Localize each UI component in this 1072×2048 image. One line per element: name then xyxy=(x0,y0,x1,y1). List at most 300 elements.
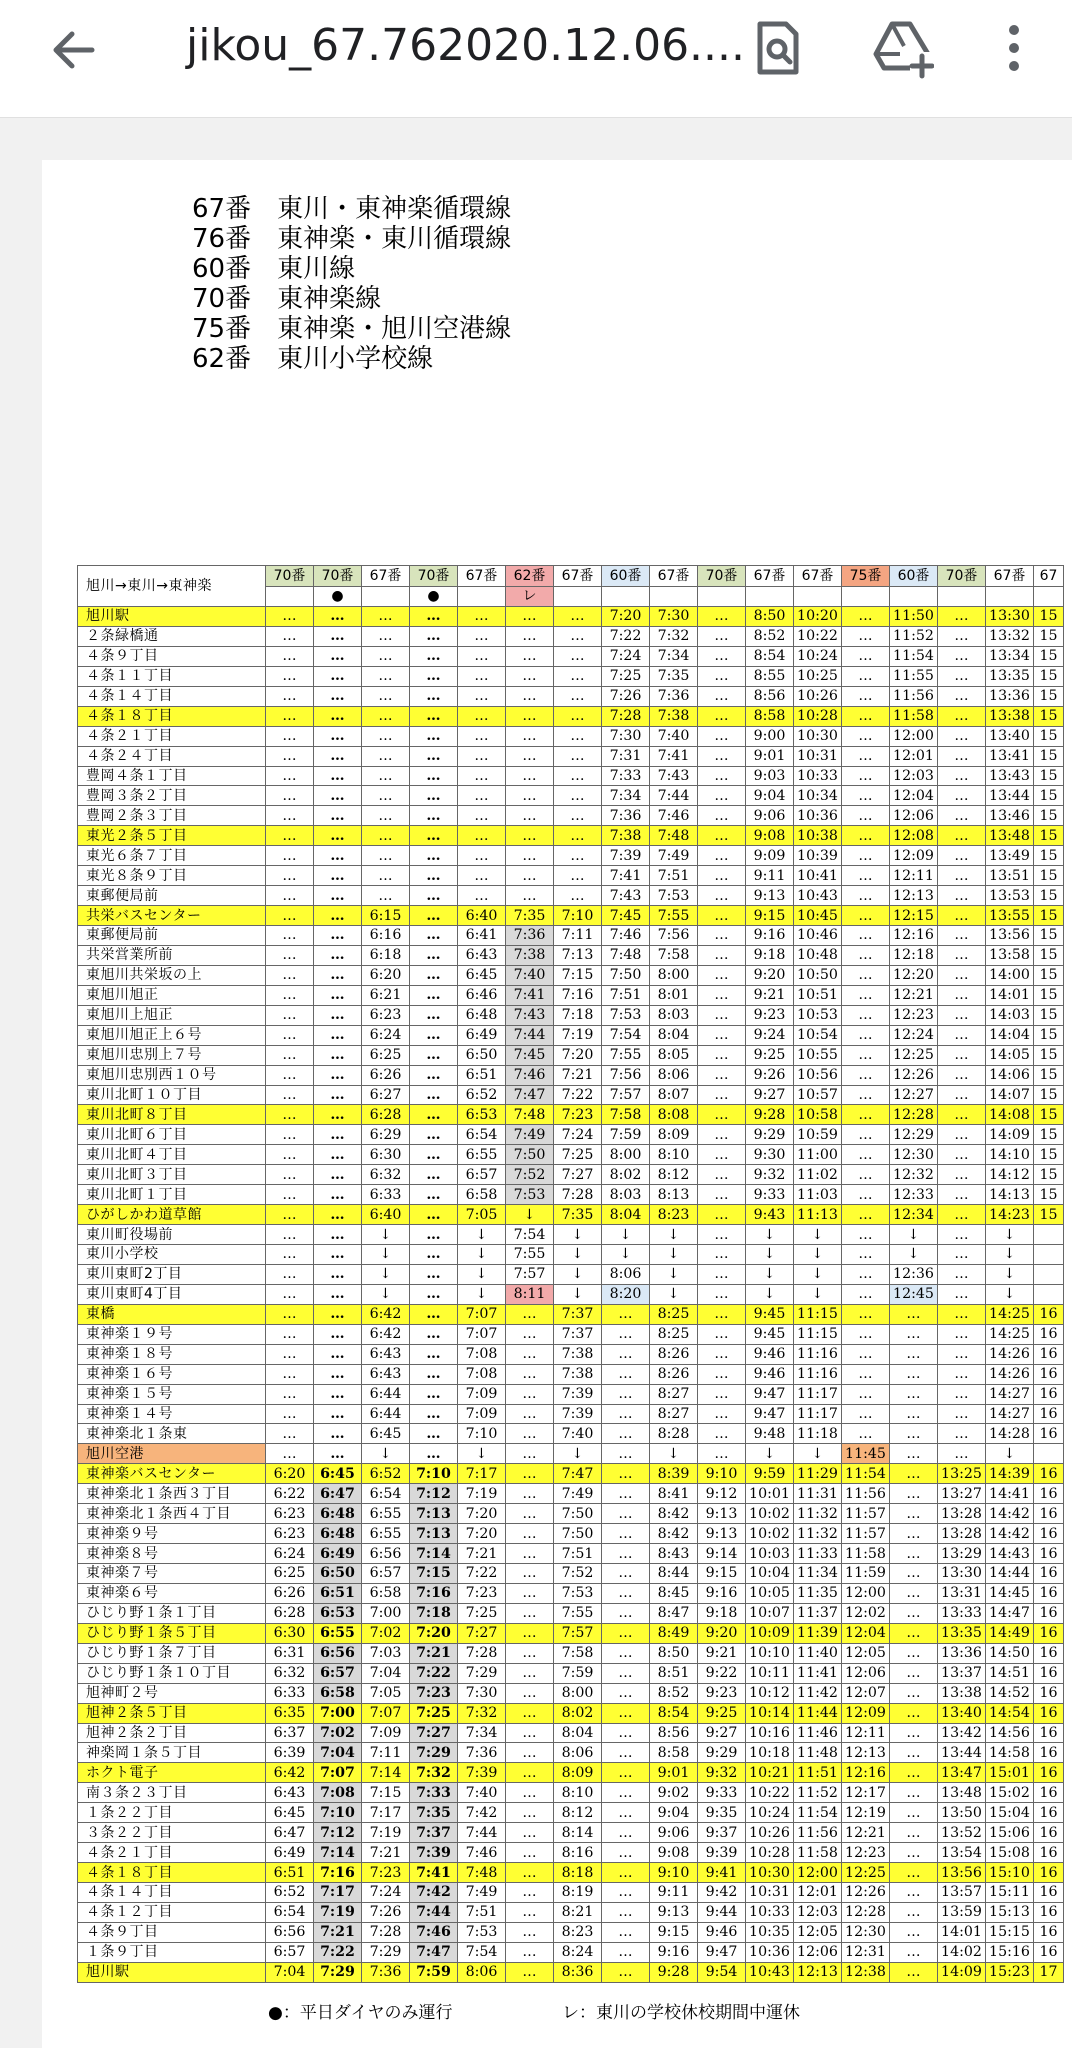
time-cell: 16 xyxy=(1034,1683,1064,1703)
time-cell: … xyxy=(506,746,554,766)
time-cell: 10:41 xyxy=(794,866,842,886)
time-cell: … xyxy=(554,626,602,646)
time-cell: 8:39 xyxy=(650,1464,698,1484)
time-cell: 6:57 xyxy=(314,1663,362,1683)
time-cell: 15:23 xyxy=(986,1962,1034,1982)
timetable-row xyxy=(78,1005,1064,1025)
stop-name: １条２２丁目 xyxy=(78,1803,266,1823)
time-cell: 15 xyxy=(1034,1165,1064,1185)
time-cell: 6:48 xyxy=(314,1524,362,1544)
time-cell: … xyxy=(506,766,554,786)
time-cell: … xyxy=(266,766,314,786)
time-cell: … xyxy=(506,1922,554,1942)
time-cell: 7:20 xyxy=(410,1623,458,1643)
time-cell: … xyxy=(938,1284,986,1304)
time-cell: 9:08 xyxy=(746,826,794,846)
time-cell: 7:30 xyxy=(650,607,698,627)
time-cell: 6:42 xyxy=(362,1324,410,1344)
time-cell: 9:13 xyxy=(746,886,794,906)
time-cell: 15 xyxy=(1034,1025,1064,1045)
timetable-row xyxy=(78,1703,1064,1723)
time-cell: 7:54 xyxy=(602,1025,650,1045)
time-cell: 7:04 xyxy=(266,1962,314,1982)
time-cell: … xyxy=(266,666,314,686)
time-cell: 15 xyxy=(1034,646,1064,666)
time-cell: 6:50 xyxy=(314,1564,362,1584)
time-cell: … xyxy=(602,1464,650,1484)
time-cell: 8:11 xyxy=(506,1284,554,1304)
time-cell: 6:44 xyxy=(362,1384,410,1404)
stop-name: ４条１２丁目 xyxy=(78,1902,266,1922)
time-cell: 15 xyxy=(1034,726,1064,746)
time-cell: 11:39 xyxy=(794,1623,842,1643)
time-cell: … xyxy=(266,626,314,646)
time-cell: … xyxy=(890,1504,938,1524)
time-cell: 6:43 xyxy=(458,945,506,965)
time-cell: 6:25 xyxy=(266,1564,314,1584)
time-cell: 7:10 xyxy=(314,1803,362,1823)
time-cell: … xyxy=(938,786,986,806)
time-cell: … xyxy=(842,1364,890,1384)
time-cell: 7:39 xyxy=(458,1763,506,1783)
timetable-row xyxy=(78,1065,1064,1085)
more-vert-icon[interactable] xyxy=(984,16,1044,80)
time-cell: 14:43 xyxy=(986,1544,1034,1564)
time-cell: 13:41 xyxy=(986,746,1034,766)
time-cell: … xyxy=(266,906,314,926)
time-cell: 7:55 xyxy=(602,1045,650,1065)
time-cell: 7:22 xyxy=(554,1085,602,1105)
stop-name: ４条１８丁目 xyxy=(78,706,266,726)
time-cell: … xyxy=(506,826,554,846)
route-column-header: 70番 xyxy=(938,566,986,587)
stop-name: 東川北町８丁目 xyxy=(78,1105,266,1125)
time-cell: 6:30 xyxy=(266,1623,314,1643)
drive-add-icon[interactable] xyxy=(870,16,934,80)
time-cell: 10:59 xyxy=(794,1125,842,1145)
time-cell: … xyxy=(266,1025,314,1045)
time-cell: 7:31 xyxy=(602,746,650,766)
time-cell: 12:21 xyxy=(890,985,938,1005)
time-cell: 12:45 xyxy=(890,1284,938,1304)
time-cell: … xyxy=(506,1484,554,1504)
time-cell: … xyxy=(842,826,890,846)
time-cell: 6:52 xyxy=(458,1085,506,1105)
stop-name: １条９丁目 xyxy=(78,1942,266,1962)
time-cell: 16 xyxy=(1034,1424,1064,1444)
time-cell: … xyxy=(506,1763,554,1783)
time-cell: 14:04 xyxy=(986,1025,1034,1045)
time-cell: 11:16 xyxy=(794,1364,842,1384)
timetable-row xyxy=(78,1683,1064,1703)
time-cell: 16 xyxy=(1034,1843,1064,1863)
time-cell: 15:15 xyxy=(986,1922,1034,1942)
stop-name: 東光６条７丁目 xyxy=(78,846,266,866)
time-cell: … xyxy=(506,1504,554,1524)
time-cell: 15 xyxy=(1034,1105,1064,1125)
timetable-row xyxy=(78,626,1064,646)
stop-name: 豊岡３条２丁目 xyxy=(78,786,266,806)
stop-name: ４条２１丁目 xyxy=(78,1843,266,1863)
route-column-header: 67番 xyxy=(554,566,602,587)
time-cell: … xyxy=(362,686,410,706)
route-column-header: 70番 xyxy=(410,566,458,587)
time-cell: 14:50 xyxy=(986,1643,1034,1663)
time-cell: 14:25 xyxy=(986,1304,1034,1324)
time-cell: 13:30 xyxy=(938,1564,986,1584)
time-cell: 7:24 xyxy=(602,646,650,666)
time-cell: 8:21 xyxy=(554,1902,602,1922)
time-cell: 7:18 xyxy=(554,1005,602,1025)
time-cell: … xyxy=(842,1404,890,1424)
time-cell: 13:25 xyxy=(938,1464,986,1484)
time-cell: 6:30 xyxy=(362,1145,410,1165)
time-cell: 15 xyxy=(1034,806,1064,826)
back-arrow-icon[interactable] xyxy=(44,20,104,80)
time-cell: 8:54 xyxy=(650,1703,698,1723)
time-cell: 7:53 xyxy=(650,886,698,906)
time-cell: … xyxy=(410,1404,458,1424)
time-cell: ↓ xyxy=(794,1225,842,1245)
time-cell: 6:39 xyxy=(266,1743,314,1763)
time-cell: ↓ xyxy=(554,1225,602,1245)
time-cell: 11:51 xyxy=(794,1763,842,1783)
time-cell: 9:33 xyxy=(698,1783,746,1803)
time-cell: 7:47 xyxy=(410,1942,458,1962)
time-cell: … xyxy=(842,1025,890,1045)
time-cell: … xyxy=(410,786,458,806)
time-cell: 6:53 xyxy=(458,1105,506,1125)
time-cell: 15 xyxy=(1034,985,1064,1005)
time-cell: 12:05 xyxy=(794,1922,842,1942)
time-cell: 14:05 xyxy=(986,1045,1034,1065)
column-mark xyxy=(842,586,890,607)
time-cell: … xyxy=(842,1165,890,1185)
time-cell: 10:25 xyxy=(794,666,842,686)
time-cell: … xyxy=(602,1922,650,1942)
time-cell: … xyxy=(410,1264,458,1284)
time-cell: 15 xyxy=(1034,1065,1064,1085)
time-cell: 6:45 xyxy=(266,1803,314,1823)
time-cell: 8:45 xyxy=(650,1583,698,1603)
time-cell: 14:49 xyxy=(986,1623,1034,1643)
time-cell: 8:50 xyxy=(650,1643,698,1663)
time-cell: … xyxy=(698,746,746,766)
time-cell: 7:41 xyxy=(410,1863,458,1883)
time-cell: 8:25 xyxy=(650,1304,698,1324)
time-cell: … xyxy=(314,746,362,766)
time-cell: 8:12 xyxy=(650,1165,698,1185)
stop-name: 東神楽１９号 xyxy=(78,1324,266,1344)
time-cell: … xyxy=(314,766,362,786)
time-cell: 9:28 xyxy=(650,1962,698,1982)
time-cell: … xyxy=(938,1165,986,1185)
time-cell: 7:50 xyxy=(554,1504,602,1524)
time-cell: 6:16 xyxy=(362,926,410,946)
time-cell: 10:43 xyxy=(794,886,842,906)
stop-name: 東旭川忠別上７号 xyxy=(78,1045,266,1065)
time-cell: 7:35 xyxy=(410,1803,458,1823)
time-cell: … xyxy=(266,826,314,846)
stop-name: 東神楽９号 xyxy=(78,1524,266,1544)
time-cell: 6:57 xyxy=(458,1165,506,1185)
time-cell: 13:33 xyxy=(938,1603,986,1623)
timetable-row xyxy=(78,1643,1064,1663)
time-cell: 8:51 xyxy=(650,1663,698,1683)
time-cell: 7:53 xyxy=(458,1922,506,1942)
time-cell: … xyxy=(938,1005,986,1025)
time-cell: … xyxy=(458,866,506,886)
time-cell: … xyxy=(890,1623,938,1643)
time-cell: 11:52 xyxy=(890,626,938,646)
time-cell: 6:50 xyxy=(458,1045,506,1065)
time-cell: 14:47 xyxy=(986,1603,1034,1623)
time-cell: … xyxy=(314,1205,362,1225)
time-cell: … xyxy=(698,666,746,686)
time-cell: 16 xyxy=(1034,1484,1064,1504)
stop-name: 神楽岡１条５丁目 xyxy=(78,1743,266,1763)
time-cell: 7:27 xyxy=(458,1623,506,1643)
time-cell: 7:19 xyxy=(458,1484,506,1504)
time-cell: … xyxy=(314,906,362,926)
route-item: 76番 東神楽・東川循環線 xyxy=(192,224,512,254)
time-cell: 7:04 xyxy=(314,1743,362,1763)
timetable-row xyxy=(78,1723,1064,1743)
time-cell: ↓ xyxy=(650,1284,698,1304)
time-cell: 16 xyxy=(1034,1544,1064,1564)
time-cell: 16 xyxy=(1034,1902,1064,1922)
time-cell: 8:52 xyxy=(650,1683,698,1703)
stop-name: ひじり野１条１丁目 xyxy=(78,1603,266,1623)
time-cell: … xyxy=(410,1125,458,1145)
time-cell: … xyxy=(938,646,986,666)
time-cell: … xyxy=(362,646,410,666)
time-cell xyxy=(1034,1444,1064,1464)
time-cell: 13:40 xyxy=(938,1703,986,1723)
time-cell: 11:31 xyxy=(794,1484,842,1504)
stop-name: 東神楽１５号 xyxy=(78,1384,266,1404)
time-cell: 7:15 xyxy=(410,1564,458,1584)
time-cell: 10:38 xyxy=(794,826,842,846)
time-cell: … xyxy=(842,726,890,746)
time-cell: 8:44 xyxy=(650,1564,698,1584)
timetable-row xyxy=(78,1883,1064,1903)
stop-name: ３条２２丁目 xyxy=(78,1823,266,1843)
time-cell: … xyxy=(506,607,554,627)
time-cell: … xyxy=(602,1583,650,1603)
time-cell: … xyxy=(266,607,314,627)
time-cell: … xyxy=(410,866,458,886)
time-cell: … xyxy=(698,626,746,646)
time-cell: … xyxy=(314,1384,362,1404)
time-cell: 7:38 xyxy=(554,1364,602,1384)
time-cell: … xyxy=(554,686,602,706)
time-cell: 7:02 xyxy=(314,1723,362,1743)
time-cell: 7:33 xyxy=(602,766,650,786)
time-cell: … xyxy=(698,846,746,866)
time-cell: … xyxy=(698,1225,746,1245)
stop-name: 東神楽１８号 xyxy=(78,1344,266,1364)
time-cell: … xyxy=(890,1783,938,1803)
time-cell: 7:07 xyxy=(362,1703,410,1723)
time-cell: 10:48 xyxy=(794,945,842,965)
route-column-header: 67番 xyxy=(362,566,410,587)
time-cell: 12:31 xyxy=(842,1942,890,1962)
time-cell: 7:43 xyxy=(602,886,650,906)
time-cell: 7:39 xyxy=(554,1384,602,1404)
time-cell: 10:24 xyxy=(746,1803,794,1823)
time-cell: 8:26 xyxy=(650,1364,698,1384)
time-cell: 8:02 xyxy=(602,1165,650,1185)
time-cell: 8:24 xyxy=(554,1942,602,1962)
time-cell: 13:27 xyxy=(938,1484,986,1504)
time-cell: 15 xyxy=(1034,1045,1064,1065)
time-cell: … xyxy=(506,1723,554,1743)
time-cell: 7:22 xyxy=(458,1564,506,1584)
time-cell: 7:48 xyxy=(602,945,650,965)
time-cell: … xyxy=(314,826,362,846)
time-cell: 10:02 xyxy=(746,1524,794,1544)
time-cell: … xyxy=(842,906,890,926)
stop-name: 東川北町４丁目 xyxy=(78,1145,266,1165)
time-cell: 9:16 xyxy=(746,926,794,946)
time-cell: 8:00 xyxy=(650,965,698,985)
time-cell: 7:23 xyxy=(554,1105,602,1125)
time-cell: … xyxy=(698,1344,746,1364)
time-cell: 14:39 xyxy=(986,1464,1034,1484)
time-cell: 9:13 xyxy=(698,1524,746,1544)
doc-search-icon[interactable] xyxy=(746,16,810,80)
time-cell: 12:03 xyxy=(794,1902,842,1922)
time-cell: 10:33 xyxy=(746,1902,794,1922)
time-cell: 6:55 xyxy=(458,1145,506,1165)
time-cell: 12:00 xyxy=(794,1863,842,1883)
stop-name: ４条２１丁目 xyxy=(78,726,266,746)
route-item: 62番 東川小学校線 xyxy=(192,344,434,374)
route-item: 67番 東川・東神楽循環線 xyxy=(192,194,512,224)
timetable-row xyxy=(78,886,1064,906)
time-cell: 8:09 xyxy=(650,1125,698,1145)
time-cell: … xyxy=(506,806,554,826)
time-cell: … xyxy=(698,1025,746,1045)
time-cell: 8:43 xyxy=(650,1544,698,1564)
route-column-header: 75番 xyxy=(842,566,890,587)
time-cell: 13:30 xyxy=(986,607,1034,627)
time-cell: … xyxy=(698,1165,746,1185)
time-cell: … xyxy=(266,1344,314,1364)
time-cell: 6:18 xyxy=(362,945,410,965)
time-cell: 7:12 xyxy=(410,1484,458,1504)
time-cell: 15 xyxy=(1034,607,1064,627)
stop-name: 東光２条５丁目 xyxy=(78,826,266,846)
time-cell: … xyxy=(842,1344,890,1364)
time-cell: 11:45 xyxy=(842,1444,890,1464)
time-cell: 9:48 xyxy=(746,1424,794,1444)
time-cell: 7:34 xyxy=(650,646,698,666)
time-cell: 6:23 xyxy=(362,1005,410,1025)
time-cell: 7:51 xyxy=(650,866,698,886)
time-cell: … xyxy=(266,1404,314,1424)
time-cell: 7:56 xyxy=(650,926,698,946)
time-cell: 11:56 xyxy=(794,1823,842,1843)
time-cell: … xyxy=(266,1005,314,1025)
stop-name: 東旭川忠別西１０号 xyxy=(78,1065,266,1085)
route-item: 60番 東川線 xyxy=(192,254,356,284)
time-cell: … xyxy=(698,686,746,706)
time-cell: 13:54 xyxy=(938,1843,986,1863)
timetable-row xyxy=(78,726,1064,746)
time-cell: 6:27 xyxy=(362,1085,410,1105)
time-cell: 16 xyxy=(1034,1504,1064,1524)
time-cell: 16 xyxy=(1034,1384,1064,1404)
time-cell: … xyxy=(890,1304,938,1324)
time-cell: 17 xyxy=(1034,1962,1064,1982)
time-cell: … xyxy=(506,726,554,746)
time-cell: 7:17 xyxy=(362,1803,410,1823)
timetable-row xyxy=(78,806,1064,826)
timetable-row xyxy=(78,1823,1064,1843)
time-cell: … xyxy=(842,686,890,706)
time-cell: … xyxy=(938,806,986,826)
time-cell: … xyxy=(938,1404,986,1424)
time-cell: 15 xyxy=(1034,906,1064,926)
time-cell: 13:29 xyxy=(938,1544,986,1564)
time-cell: 6:32 xyxy=(362,1165,410,1185)
time-cell: 7:11 xyxy=(554,926,602,946)
time-cell: … xyxy=(506,1843,554,1863)
time-cell: 16 xyxy=(1034,1803,1064,1823)
time-cell: … xyxy=(842,1185,890,1205)
time-cell: 12:27 xyxy=(890,1085,938,1105)
stop-name: ２条緑橋通 xyxy=(78,626,266,646)
stop-name: 東川東町4丁目 xyxy=(78,1284,266,1304)
time-cell xyxy=(1034,1225,1064,1245)
time-cell: … xyxy=(410,886,458,906)
time-cell: … xyxy=(458,806,506,826)
time-cell: 7:39 xyxy=(410,1843,458,1863)
time-cell: … xyxy=(506,1324,554,1344)
time-cell xyxy=(1034,1284,1064,1304)
time-cell: … xyxy=(842,1284,890,1304)
time-cell: 6:22 xyxy=(266,1484,314,1504)
stop-name: ひがしかわ道草館 xyxy=(78,1205,266,1225)
timetable-row xyxy=(78,1185,1064,1205)
time-cell: 7:20 xyxy=(458,1524,506,1544)
time-cell: 7:37 xyxy=(410,1823,458,1843)
time-cell: … xyxy=(314,1264,362,1284)
time-cell: … xyxy=(698,1205,746,1225)
time-cell: 15:04 xyxy=(986,1803,1034,1823)
time-cell: 16 xyxy=(1034,1564,1064,1584)
time-cell: … xyxy=(266,1085,314,1105)
time-cell: 6:58 xyxy=(362,1583,410,1603)
time-cell: 9:01 xyxy=(746,746,794,766)
time-cell: … xyxy=(698,1045,746,1065)
time-cell: 7:53 xyxy=(506,1185,554,1205)
time-cell: … xyxy=(842,1005,890,1025)
timetable-row xyxy=(78,786,1064,806)
time-cell: 10:10 xyxy=(746,1643,794,1663)
time-cell: … xyxy=(266,965,314,985)
time-cell: … xyxy=(602,1723,650,1743)
time-cell: … xyxy=(842,926,890,946)
time-cell: … xyxy=(266,945,314,965)
time-cell: … xyxy=(314,1324,362,1344)
time-cell: … xyxy=(362,886,410,906)
time-cell: 12:38 xyxy=(842,1962,890,1982)
stop-name: 旭川駅 xyxy=(78,607,266,627)
time-cell: 9:26 xyxy=(746,1065,794,1085)
